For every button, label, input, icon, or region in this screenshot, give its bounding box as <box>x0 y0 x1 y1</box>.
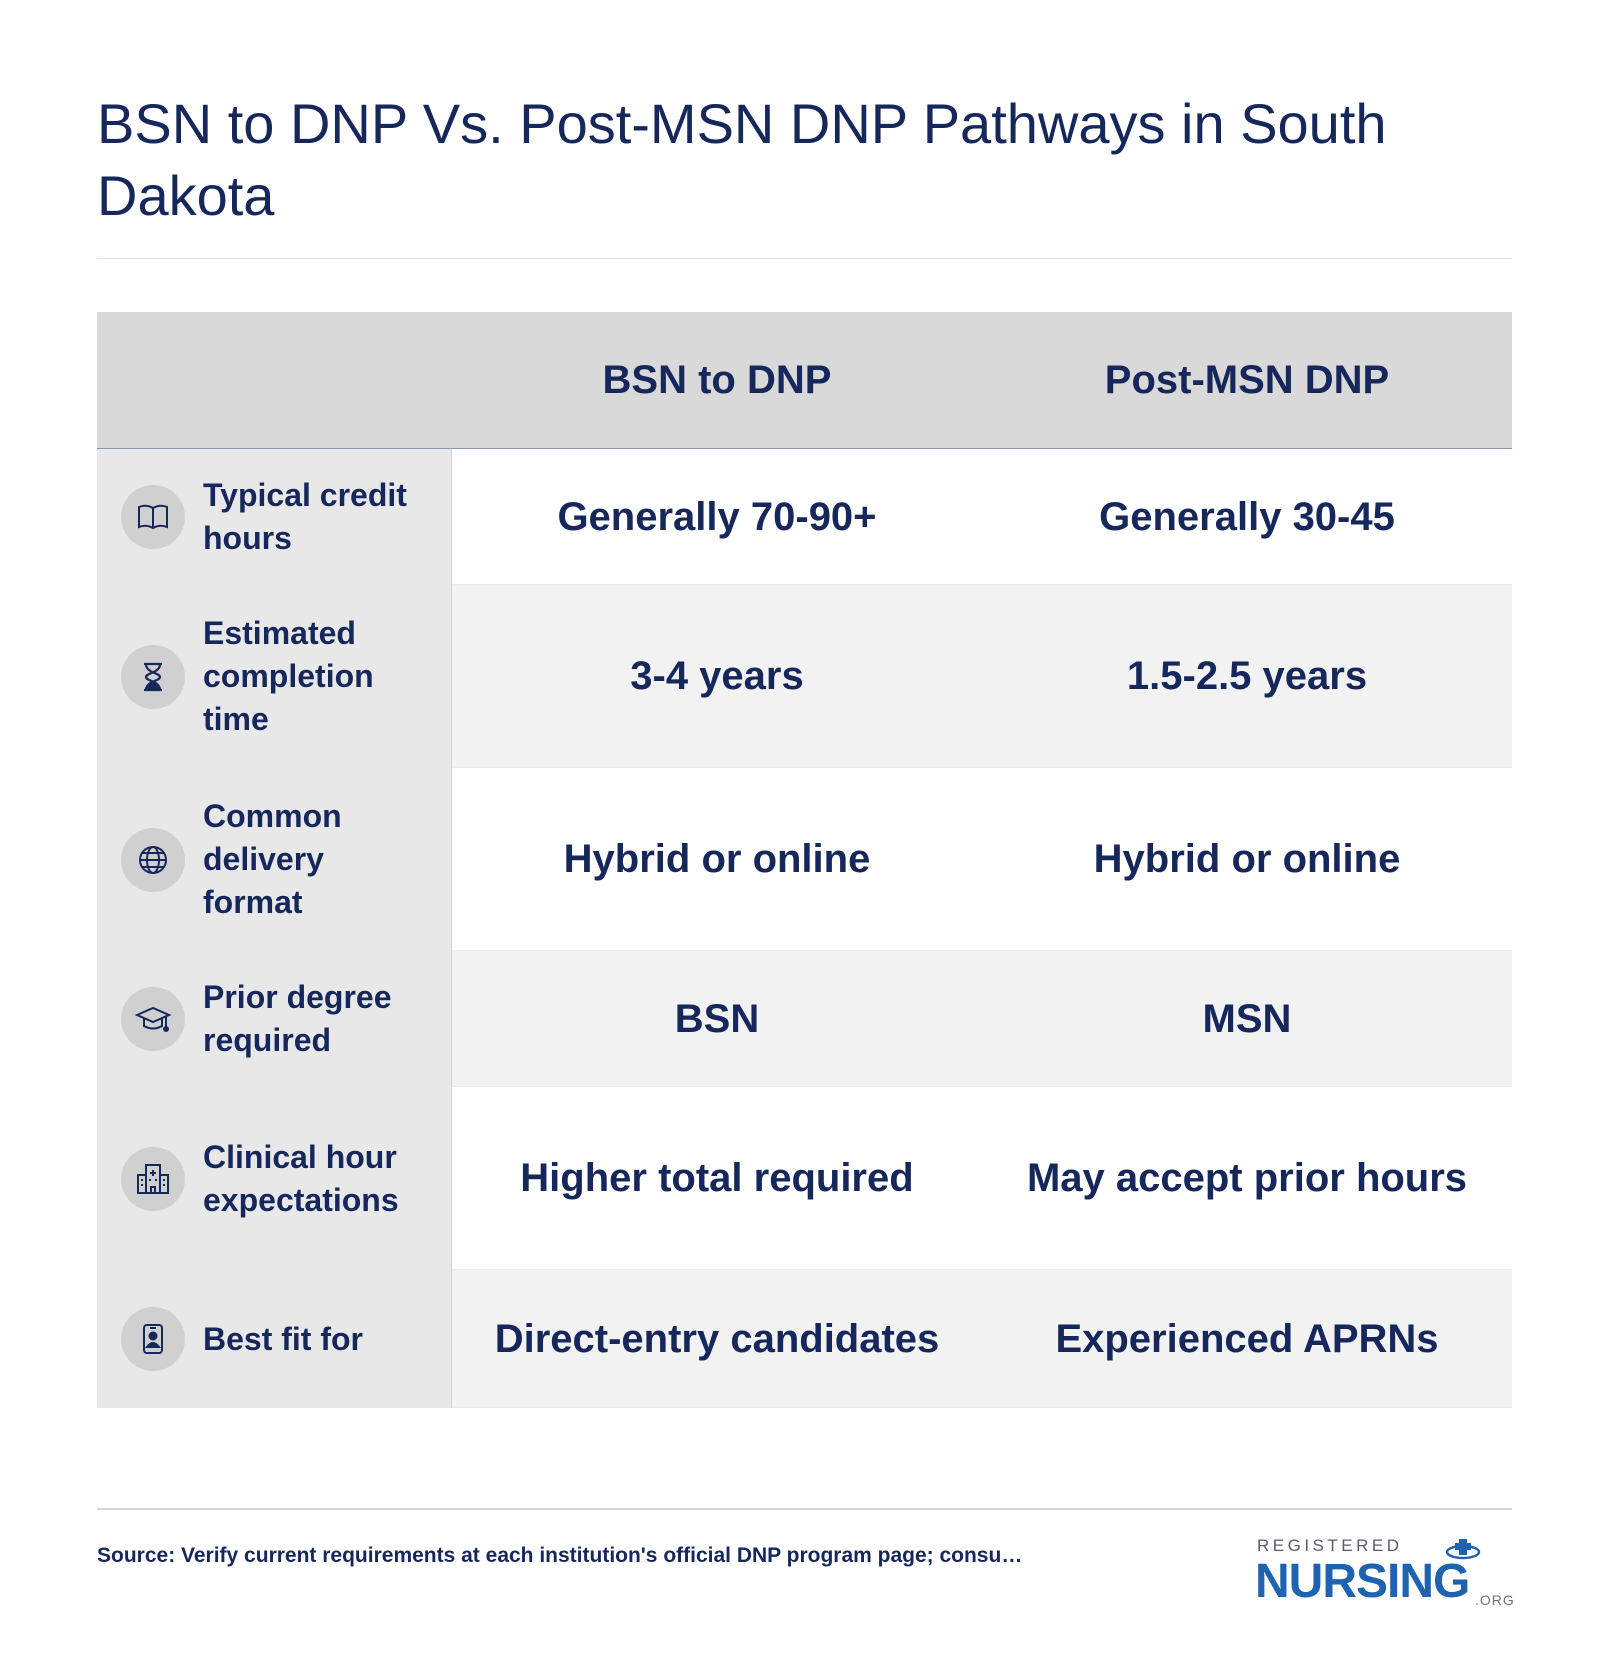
table-row <box>97 449 1512 585</box>
row-label-cell <box>97 1270 452 1408</box>
cell-bsn: Generally 70-90+ <box>452 449 982 585</box>
logo-top-text: REGISTERED <box>1257 1536 1403 1555</box>
row-label: Estimated completion time <box>203 615 374 737</box>
column-header-bsn: BSN to DNP <box>602 357 832 402</box>
logo-main-text: NURSING <box>1255 1555 1470 1608</box>
hospital-icon <box>121 1147 185 1211</box>
table-row <box>97 585 1512 768</box>
row-label: Best fit for <box>203 1320 363 1357</box>
cell-msn: Experienced APRNs <box>982 1270 1512 1408</box>
logo-suffix-text: .ORG <box>1475 1592 1515 1608</box>
table-row <box>97 768 1512 951</box>
row-label-cell <box>97 768 452 951</box>
cell-msn: May accept prior hours <box>982 1087 1512 1270</box>
cell-msn: Generally 30-45 <box>982 449 1512 585</box>
row-label: Typical credit hours <box>203 477 407 556</box>
cell-bsn: Higher total required <box>452 1087 982 1270</box>
table-row <box>97 1087 1512 1270</box>
title-divider <box>97 258 1512 259</box>
row-label-cell <box>97 1087 452 1270</box>
row-label-cell <box>97 449 452 585</box>
cell-msn: Hybrid or online <box>982 768 1512 951</box>
cell-bsn: Hybrid or online <box>452 768 982 951</box>
table-row <box>97 1270 1512 1408</box>
graduation-cap-icon <box>121 987 185 1051</box>
table-header <box>97 312 1512 449</box>
id-badge-icon <box>121 1307 185 1371</box>
registered-nursing-logo <box>1255 1536 1515 1616</box>
globe-icon <box>121 828 185 892</box>
cell-bsn: 3-4 years <box>452 585 982 768</box>
row-label-cell <box>97 951 452 1087</box>
footer-divider <box>97 1508 1512 1510</box>
book-icon <box>121 485 185 549</box>
hourglass-icon <box>121 645 185 709</box>
table-row <box>97 951 1512 1087</box>
cell-bsn: BSN <box>452 951 982 1087</box>
row-label: Prior degree required <box>203 979 392 1058</box>
row-label: Common delivery format <box>203 798 342 920</box>
comparison-table <box>97 312 1512 1408</box>
row-label: Clinical hour expectations <box>203 1138 399 1218</box>
cell-msn: 1.5-2.5 years <box>982 585 1512 768</box>
column-header-msn: Post-MSN DNP <box>1104 357 1390 402</box>
cell-msn: MSN <box>982 951 1512 1087</box>
row-label-cell <box>97 585 452 768</box>
cell-bsn: Direct-entry candidates <box>452 1270 982 1408</box>
source-note: Source: Verify current requirements at each institution's official DNP program page; consu… <box>97 1544 1023 1567</box>
page-title: BSN to DNP Vs. Post-MSN DNP Pathways in South Dakota <box>97 92 1387 227</box>
